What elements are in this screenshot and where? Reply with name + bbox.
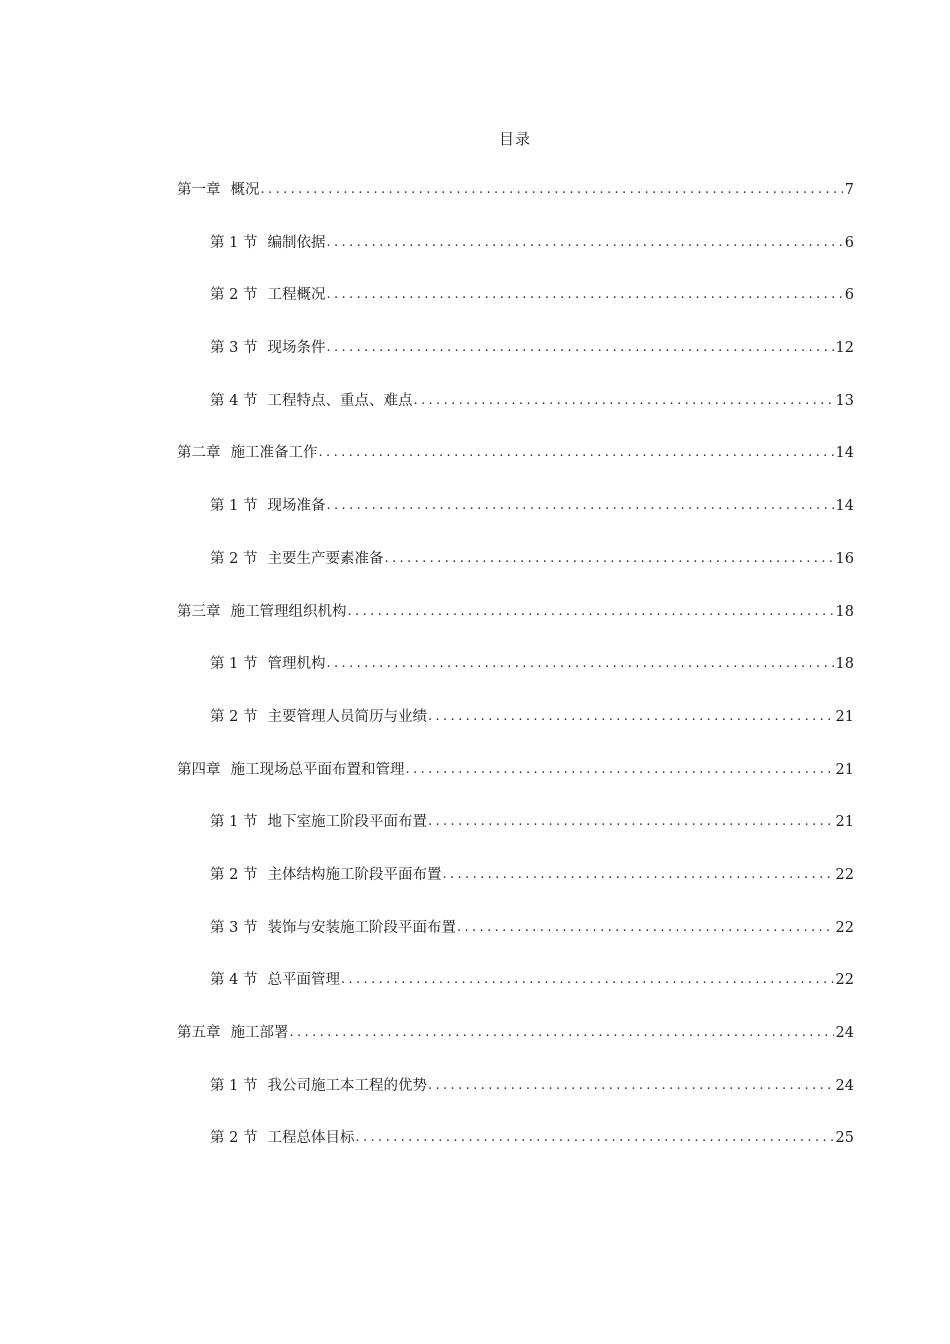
entry-page-number: 12: [835, 340, 854, 357]
entry-number: 第五章: [177, 1025, 221, 1041]
toc-entry-chapter-5[interactable]: [0, 1019, 854, 1072]
entry-title: 施工部署: [230, 1025, 289, 1041]
entry-page-number: 14: [835, 498, 854, 515]
entry-title: 我公司施工本工程的优势: [267, 1077, 427, 1094]
toc-entry-section[interactable]: [0, 387, 854, 440]
toc-title: 目录: [498, 130, 531, 148]
entry-page-number: 24: [835, 1025, 854, 1041]
toc-entry-section[interactable]: [0, 1072, 854, 1125]
entry-number: 第二章: [177, 445, 221, 462]
dot-leader: [347, 598, 834, 626]
dot-leader: [441, 861, 833, 889]
toc-entry-chapter-4[interactable]: [0, 756, 854, 809]
toc-entry-section[interactable]: [0, 1124, 854, 1177]
toc-entry-chapter-1[interactable]: [0, 176, 854, 229]
dot-leader: [354, 1124, 833, 1152]
toc-entry-section[interactable]: [0, 650, 854, 703]
entry-page-number: 24: [835, 1077, 854, 1094]
entry-number: 第 3 节: [210, 340, 258, 357]
toc-entry-section[interactable]: [0, 914, 854, 967]
entry-number: 第 1 节: [210, 234, 258, 251]
dot-leader: [427, 703, 834, 731]
entry-title: 现场准备: [267, 498, 326, 515]
entry-number: 第 1 节: [210, 656, 258, 673]
entry-page-number: 6: [844, 287, 854, 304]
entry-number: 第 4 节: [210, 972, 258, 989]
entry-title: 主要生产要素准备: [267, 550, 384, 567]
dot-leader: [325, 334, 833, 362]
dot-leader: [289, 1019, 834, 1047]
toc-entry-section[interactable]: [0, 861, 854, 914]
toc-entry-chapter-2[interactable]: [0, 439, 854, 492]
entry-title: 编制依据: [267, 234, 326, 251]
toc-entry-section[interactable]: [0, 334, 854, 387]
entry-page-number: 22: [835, 972, 854, 989]
toc-entry-section[interactable]: [0, 492, 854, 545]
toc-list: [0, 176, 950, 1177]
entry-title: 工程特点、重点、难点: [267, 392, 413, 409]
dot-leader: [340, 966, 834, 994]
dot-leader: [405, 756, 834, 784]
entry-number: 第 1 节: [210, 1077, 258, 1094]
entry-page-number: 16: [835, 550, 854, 567]
dot-leader: [325, 650, 833, 678]
dot-leader: [325, 229, 842, 257]
entry-number: 第三章: [177, 603, 221, 620]
toc-entry-section[interactable]: [0, 281, 854, 334]
dot-leader: [456, 914, 834, 942]
dot-leader: [325, 492, 833, 520]
toc-entry-section[interactable]: [0, 703, 854, 756]
entry-title: 施工现场总平面布置和管理: [230, 761, 405, 778]
entry-number: 第 2 节: [210, 550, 258, 567]
entry-page-number: 21: [835, 761, 854, 778]
entry-number: 第四章: [177, 761, 221, 778]
entry-title: 地下室施工阶段平面布置: [267, 814, 427, 831]
entry-title: 工程总体目标: [267, 1130, 355, 1147]
entry-number: 第 3 节: [210, 919, 258, 936]
entry-number: 第 1 节: [210, 498, 258, 515]
entry-number: 第 2 节: [210, 287, 258, 304]
entry-title: 装饰与安装施工阶段平面布置: [267, 919, 456, 936]
entry-page-number: 22: [835, 919, 854, 936]
entry-number: 第 2 节: [210, 708, 258, 725]
entry-page-number: 6: [844, 234, 854, 251]
dot-leader: [412, 387, 833, 415]
entry-title: 管理机构: [267, 656, 326, 673]
entry-page-number: 25: [835, 1130, 854, 1147]
entry-title: 总平面管理: [267, 972, 340, 989]
entry-number: 第 2 节: [210, 1130, 258, 1147]
toc-entry-section[interactable]: [0, 966, 854, 1019]
dot-leader: [260, 176, 843, 204]
entry-title: 主要管理人员简历与业绩: [267, 708, 427, 725]
entry-number: 第 1 节: [210, 814, 258, 831]
entry-page-number: 7: [844, 182, 854, 198]
entry-title: 施工准备工作: [230, 445, 318, 462]
entry-title: 概况: [230, 182, 260, 198]
entry-page-number: 14: [835, 445, 854, 462]
entry-number: 第 2 节: [210, 866, 258, 883]
entry-page-number: 18: [835, 656, 854, 673]
toc-entry-section[interactable]: [0, 229, 854, 282]
entry-page-number: 21: [835, 708, 854, 725]
entry-page-number: 22: [835, 866, 854, 883]
entry-title: 现场条件: [267, 340, 326, 357]
dot-leader: [427, 1072, 834, 1100]
entry-number: 第一章: [177, 182, 221, 198]
dot-leader: [325, 281, 842, 309]
dot-leader: [383, 545, 833, 573]
toc-entry-chapter-3[interactable]: [0, 598, 854, 651]
dot-leader: [318, 439, 834, 467]
toc-entry-section[interactable]: [0, 545, 854, 598]
entry-title: 施工管理组织机构: [230, 603, 347, 620]
entry-title: 工程概况: [267, 287, 326, 304]
entry-page-number: 21: [835, 814, 854, 831]
dot-leader: [427, 808, 834, 836]
entry-number: 第 4 节: [210, 392, 258, 409]
entry-page-number: 18: [835, 603, 854, 620]
entry-title: 主体结构施工阶段平面布置: [267, 866, 442, 883]
entry-page-number: 13: [835, 392, 854, 409]
toc-entry-section[interactable]: [0, 808, 854, 861]
